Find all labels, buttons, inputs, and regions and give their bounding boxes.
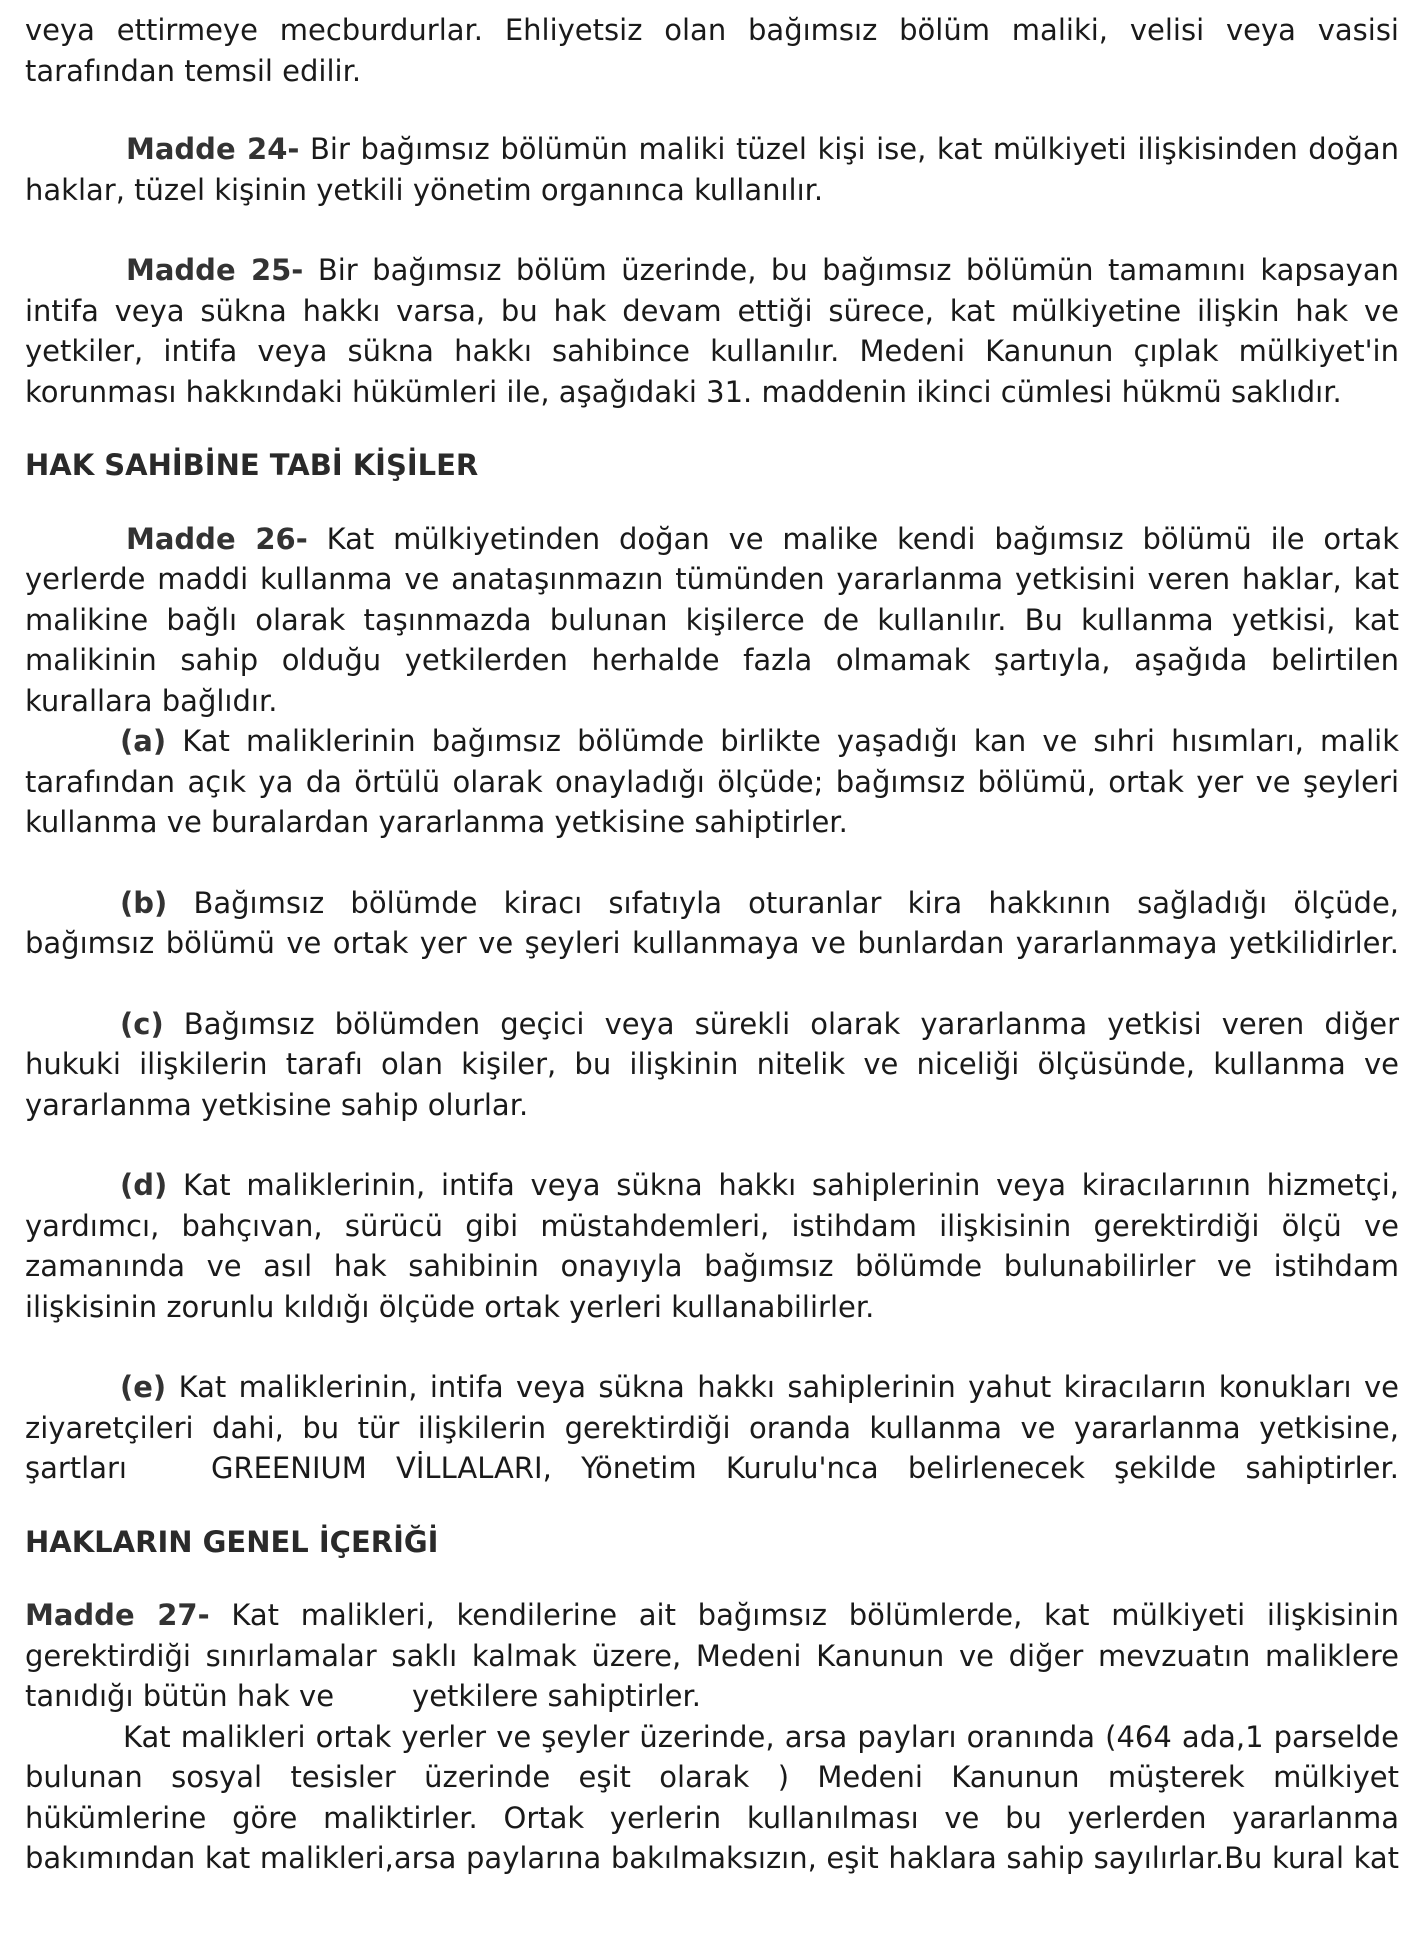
text-line: Bir bağımsız bölümün maliki tüzel kişi ise, kat mülkiyeti ilişkisinden doğan [299,132,1400,166]
item-label: (b) [120,885,168,920]
article-label: Madde 24- [126,132,300,166]
text-line: kullanma ve buralardan yararlanma yetkisine sahiptirler. [25,805,848,839]
text-line: yetkiler, intifa veya sükna hakkı sahibince kullanılır. Medeni Kanunun çıplak mülkiyet'in [25,334,1399,368]
text-fragment: tanıdığı bütün hak ve [25,1679,335,1713]
text-line: Kat malikleri ortak yerler ve şeyler üzerinde, arsa payları oranında (464 ada,1 parselde [123,1719,1399,1754]
text-line: haklar, tüzel kişinin yetkili yönetim organınca kullanılır. [25,172,824,207]
text-line: Bir bağımsız bölüm üzerinde, bu bağımsız bölümün tamamını kapsayan [303,253,1399,287]
text-line: gerektirdiği sınırlamalar saklı kalmak üzere, Medeni Kanunun ve diğer mevzuatın maliklere [25,1638,1399,1673]
item-b [25,883,1399,964]
item-label: (a) [120,724,167,758]
document-page [25,10,1399,1879]
item-label: (c) [120,1006,164,1041]
text-line: hükümlerine göre maliktirler. Ortak yerlerin kullanılması ve bu yerlerden yararlanma [25,1800,1399,1835]
text-line: ilişkisinin zorunlu kıldığı ölçüde ortak yerleri kullanabilirler. [25,1289,875,1324]
text-line: tarafından açık ya da örtülü olarak onayladığı ölçüde; bağımsız bölümü, ortak yer ve şeyleri [25,764,1399,799]
text-line: tarafından temsil edilir. [25,53,362,88]
text-line: Kat maliklerinin, intifa veya sükna hakkı sahiplerinin veya kiracılarının hizmetçi, [167,1168,1399,1202]
article-26 [25,519,1399,722]
section-heading: HAKLARIN GENEL İÇERİĞİ [25,1524,439,1559]
text-line: korunması hakkındaki hükümleri ile, aşağıdaki 31. maddenin ikinci cümlesi hükmü saklıdır. [25,374,1342,409]
text-line: ziyaretçileri dahi, bu tür ilişkilerin gerektirdiği oranda kullanma ve yararlanma yetkisine, [25,1410,1399,1445]
text-fragment: GREENIUM VİLLALARI, Yönetim Kurulu'nca belirlenecek şekilde sahiptirler. [210,1451,1399,1485]
item-e [25,1367,1399,1489]
text-line: Kat malikleri, kendilerine ait bağımsız bölümlerde, kat mülkiyeti ilişkisinin [209,1598,1400,1632]
text-line: zamanında ve asıl hak sahibinin onayıyla bağımsız bölümde bulunabilirler ve istihdam [25,1249,1399,1283]
text-line: kurallara bağlıdır. [25,683,278,718]
text-line: bağımsız bölümü ve ortak yer ve şeyleri kullanmaya ve bunlardan yararlanmaya yetkilidirler. [25,926,1399,960]
intro-paragraph [25,10,1399,91]
section-heading: HAK SAHİBİNE TABİ KİŞİLER [25,448,479,482]
text-line: malikine bağlı olarak taşınmazda bulunan kişilerce de kullanılır. Bu kullanma yetkisi, kat [25,602,1399,637]
article-label: Madde 25- [126,253,304,287]
text-line: Kat maliklerinin bağımsız bölümde birlikte yaşadığı kan ve sıhri hısımları, malik [166,724,1399,758]
text-line: bulunan sosyal tesisler üzerinde eşit olarak ) Medeni Kanunun müşterek mülkiyet [25,1760,1399,1794]
text-line: Kat maliklerinin, intifa veya sükna hakkı sahiplerinin yahut kiracıların konukları ve [166,1370,1399,1404]
text-line: veya ettirmeye mecburdurlar. Ehliyetsiz olan bağımsız bölüm maliki, velisi veya vasisi [25,13,1399,47]
article-24 [25,129,1399,210]
item-d [25,1165,1399,1327]
article-25 [25,250,1399,412]
text-line: malikinin sahip olduğu yetkilerden herhalde fazla olmamak şartıyla, aşağıda belirtilen [25,643,1399,677]
text-line: Bağımsız bölümde kiracı sıfatıyla oturanlar kira hakkının sağladığı ölçüde, [167,885,1399,920]
item-c [25,1004,1399,1126]
paragraph-common-areas [25,1717,1399,1879]
text-line: yardımcı, bahçıvan, sürücü gibi müstahdemleri, istihdam ilişkisinin gerektirdiği ölçü ve [25,1208,1399,1243]
text-line: Kat mülkiyetinden doğan ve malike kendi bağımsız bölümü ile ortak [307,521,1400,556]
text-line: intifa veya sükna hakkı varsa, bu hak devam ettiği sürece, kat mülkiyetine ilişkin hak ve [25,293,1399,328]
article-27 [25,1595,1399,1717]
text-line: yararlanma yetkisine sahip olurlar. [25,1087,529,1122]
item-label: (d) [120,1168,168,1202]
text-line: hukuki ilişkilerin tarafı olan kişiler, bu ilişkinin niteli̇k ve niceliği ölçüsünde, kullanma ve [25,1047,1399,1081]
text-line: bakımından kat malikleri,arsa paylarına bakılmaksızın, eşit haklara sahip sayılırlar.Bu kural kat [25,1841,1399,1875]
article-label: Madde 27- [25,1598,210,1632]
text-line: Bağımsız bölümden geçici veya sürekli olarak yararlanma yetkisi veren diğer [163,1006,1399,1041]
article-label: Madde 26- [126,521,308,556]
text-fragment: şartları [25,1451,127,1485]
text-line: yerlerde maddi kullanma ve anataşınmazın tümünden yararlanma yetkisini veren haklar, kat [25,562,1399,596]
item-a [25,721,1399,843]
text-fragment: yetkilere sahiptirler. [412,1679,701,1713]
item-label: (e) [120,1370,167,1404]
